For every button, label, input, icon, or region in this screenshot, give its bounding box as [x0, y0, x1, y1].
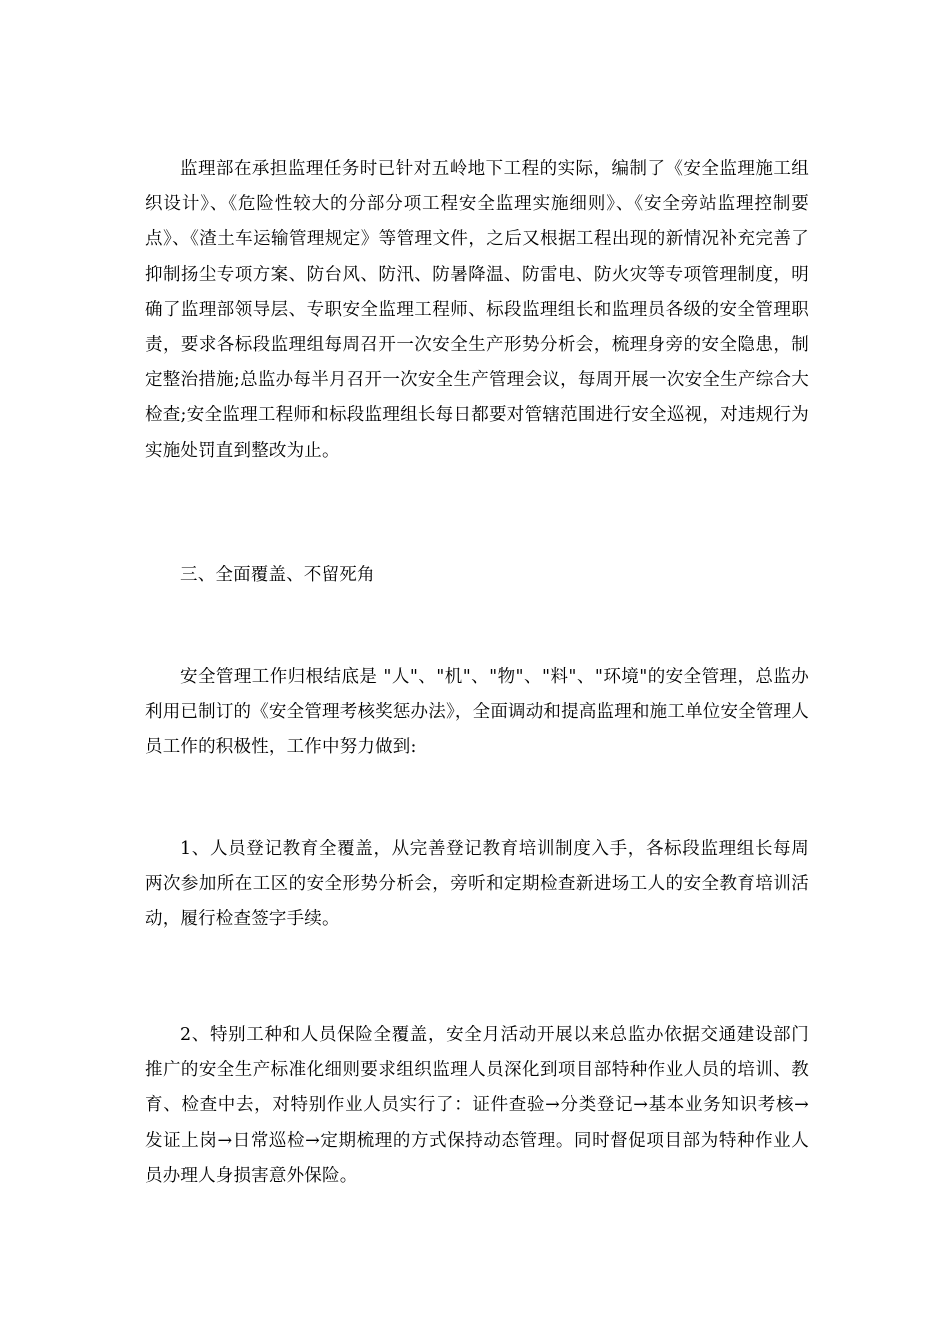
section-heading-three: 三、全面覆盖、不留死角 — [180, 565, 375, 585]
paragraph-item-2-special-workers: 2、特别工种和人员保险全覆盖，安全月活动开展以来总监办依据交通建设部门推广的安全生产标准化细则要求组织监理人员深化到项目部特种作业人员的培训、教育、检查中去，对特别作业人员实行了：证件查验→分类登记→基本业务知识考核→发证上岗→日常巡检→定期梳理的方式保持动态管理。同时督促项目部为特种作业人员办理人身损害意外保险。 — [145, 1025, 809, 1186]
paragraph-safety-management: 安全管理工作归根结底是 "人"、"机"、"物"、"料"、"环境"的安全管理，总监办利用已制订的《安全管理考核奖惩办法》，全面调动和提高监理和施工单位安全管理人员工作的积极性，工作中努力做到: — [145, 667, 809, 758]
paragraph-supervision-documents: 监理部在承担监理任务时已针对五岭地下工程的实际，编制了《安全监理施工组织设计》、《危险性较大的分部分项工程安全监理实施细则》、《安全旁站监理控制要点》、《渣土车运输管理规定》等管理文件，之后又根据工程出现的新情况补充完善了抑制扬尘专项方案、防台风、防汛、防暑降温、防雷电、防火灾等专项管理制度，明确了监理部领导层、专职安全监理工程师、标段监理组长和监理员各级的安全管理职责，要求各标段监理组每周召开一次安全生产形势分析会，梳理身旁的安全隐患，制定整治措施;总监办每半月召开一次安全生产管理会议，每周开展一次安全生产综合大检查;安全监理工程师和标段监理组长每日都要对管辖范围进行安全巡视，对违规行为实施处罚直到整改为止。 — [145, 159, 809, 461]
paragraph-item-1-personnel-education: 1、人员登记教育全覆盖，从完善登记教育培训制度入手，各标段监理组长每周两次参加所在工区的安全形势分析会，旁听和定期检查新进场工人的安全教育培训活动，履行检查签字手续。 — [145, 839, 809, 930]
